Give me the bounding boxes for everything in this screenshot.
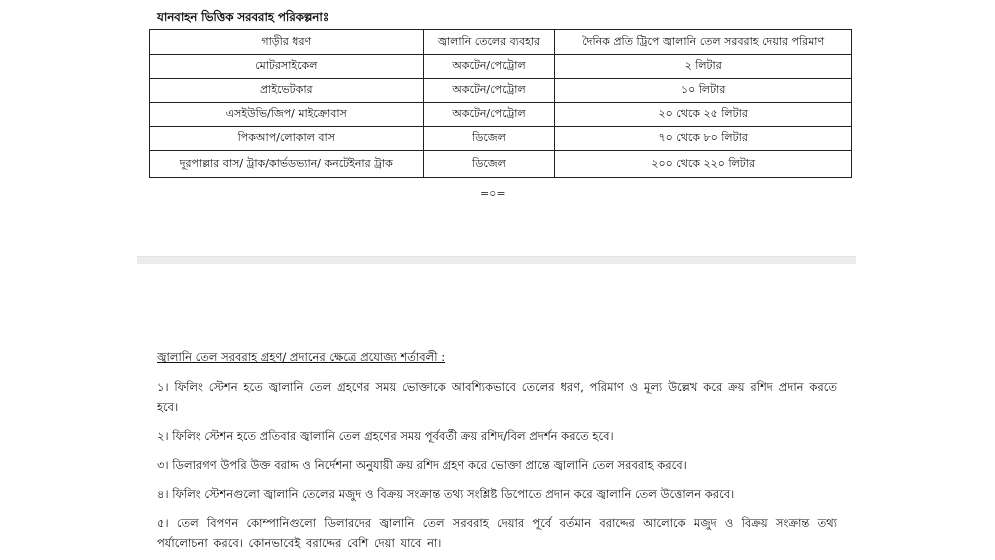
table-header-row bbox=[150, 30, 852, 55]
cell-vehicle: মোটরসাইকেল bbox=[150, 55, 424, 79]
table-row bbox=[150, 127, 852, 151]
cell-amount: ২০ থেকে ২৫ লিটার bbox=[555, 103, 852, 127]
cell-amount: ২ লিটার bbox=[555, 55, 852, 79]
column-header-fuel-usage: জ্বালানি তেলের ব্যবহার bbox=[423, 30, 555, 55]
section-end-mark: =০= bbox=[480, 187, 506, 200]
terms-list bbox=[157, 377, 837, 560]
cell-fuel: অকটেন/পেট্রোল bbox=[423, 103, 555, 127]
list-item: ৩। ডিলারগণ উপরি উক্ত বরাদ্দ ও নির্দেশনা অনুযায়ী ক্রয় রশিদ গ্রহণ করে ভোক্তা প্রান্তে জ্বালানি তেল সরবরাহ করবে। bbox=[157, 458, 687, 472]
cell-vehicle: প্রাইভেটকার bbox=[150, 79, 424, 103]
table-row bbox=[150, 103, 852, 127]
cell-amount: ৭০ থেকে ৮০ লিটার bbox=[555, 127, 852, 151]
column-header-daily-amount: দৈনিক প্রতি ট্রিপে জ্বালানি তেল সরবরাহ দেয়ার পরিমাণ bbox=[555, 30, 852, 55]
page-break-divider bbox=[137, 256, 856, 264]
column-header-vehicle-type: গাড়ীর ধরণ bbox=[150, 30, 424, 55]
list-item: ৪। ফিলিং স্টেশনগুলো জ্বালানি তেলের মজুদ ও বিক্রয় সংক্রান্ত তথ্য সংশ্লিষ্ট ডিপোতে প্রদান করে জ্বালানি তেল উত্তোলন করবে। bbox=[157, 487, 735, 501]
table-row bbox=[150, 55, 852, 79]
supply-plan-table bbox=[149, 29, 852, 178]
terms-section-title: জ্বালানি তেল সরবরাহ গ্রহণ/ প্রদানের ক্ষেত্রে প্রযোজ্য শর্তাবলী : bbox=[157, 350, 446, 364]
cell-fuel: অকটেন/পেট্রোল bbox=[423, 79, 555, 103]
cell-amount: ১০ লিটার bbox=[555, 79, 852, 103]
cell-fuel: ডিজেল bbox=[423, 127, 555, 151]
table-row bbox=[150, 151, 852, 178]
plan-section-title: যানবাহন ভিত্তিক সরবরাহ পরিকল্পনাঃ bbox=[157, 10, 330, 24]
table-row bbox=[150, 79, 852, 103]
cell-fuel: অকটেন/পেট্রোল bbox=[423, 55, 555, 79]
cell-vehicle: পিকআপ/লোকাল বাস bbox=[150, 127, 424, 151]
cell-fuel: ডিজেল bbox=[423, 151, 555, 178]
cell-amount: ২০০ থেকে ২২০ লিটার bbox=[555, 151, 852, 178]
list-item: ২। ফিলিং স্টেশন হতে প্রতিবার জ্বালানি তেল গ্রহণের সময় পূর্ববর্তী ক্রয় রশিদ/বিল প্রদর্শন করতে হবে। bbox=[157, 429, 614, 443]
list-item: ৫। তেল বিপণন কোম্পানিগুলো ডিলারদের জ্বালানি তেল সরবরাহ দেয়ার পূর্বে বর্তমান বরাদ্দের আলোকে মজুদ ও বিক্রয় সংক্রান্ত তথ্য পর্যালোচনা করবে। কোনভাবেই বরাদ্দের বেশি দেয়া যাবে না। bbox=[157, 516, 837, 550]
cell-vehicle: দূরপাল্লার বাস/ ট্রাক/কার্ভডভ্যান/ কনটেইনার ট্রাক bbox=[150, 151, 424, 178]
cell-vehicle: এসইউভি/জিপ/ মাইক্রোবাস bbox=[150, 103, 424, 127]
list-item: ১। ফিলিং স্টেশন হতে জ্বালানি তেল গ্রহণের সময় ভোক্তাকে আবশ্যিকভাবে তেলের ধরণ, পরিমাণ ও মূল্য উল্লেখ করে ক্রয় রশিদ প্রদান করতে হবে। bbox=[157, 380, 837, 414]
